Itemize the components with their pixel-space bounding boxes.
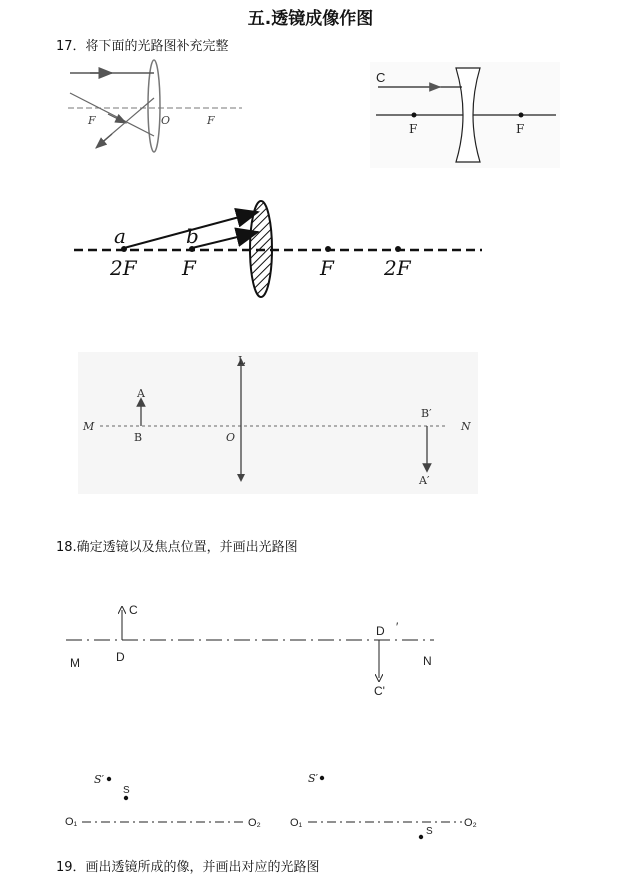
label-2f-right: 2F bbox=[384, 256, 411, 280]
label-b: b bbox=[186, 224, 199, 248]
question-19-text: 19．画出透镜所成的像，并画出对应的光路图 bbox=[56, 860, 320, 875]
label-a-prime: A′ bbox=[419, 474, 430, 487]
label-a: a bbox=[114, 224, 126, 248]
label-o1: O₁ bbox=[290, 817, 303, 829]
figure-object-image bbox=[78, 352, 478, 494]
label-f-left: F bbox=[88, 114, 96, 127]
label-d-prime: D bbox=[376, 624, 385, 638]
label-f-right: F bbox=[320, 256, 334, 280]
label-o1: O₁ bbox=[65, 816, 78, 828]
figure-point-image-left bbox=[62, 768, 272, 834]
label-o: O bbox=[161, 114, 171, 127]
ray-from-b bbox=[192, 232, 258, 248]
label-o: O bbox=[226, 431, 236, 444]
label-m: M bbox=[83, 420, 95, 433]
figure-convex-lens-rays bbox=[60, 58, 250, 160]
label-a: A bbox=[137, 387, 145, 400]
label-n: N bbox=[461, 420, 471, 433]
question-18-text: 18.确定透镜以及焦点位置，并画出光路图 bbox=[56, 540, 298, 555]
label-b-prime: B′ bbox=[421, 407, 432, 420]
focus-dot-left bbox=[412, 113, 417, 118]
figure-point-image-right bbox=[286, 768, 496, 840]
label-m: M bbox=[70, 656, 80, 670]
label-c-prime: C' bbox=[374, 684, 385, 698]
figure-find-lens bbox=[62, 598, 442, 700]
label-s-prime: S′ bbox=[94, 773, 105, 786]
label-f-right: F bbox=[516, 122, 525, 136]
hatched-lens bbox=[250, 201, 272, 297]
label-n: N bbox=[423, 654, 432, 668]
focus-dot-right bbox=[519, 113, 524, 118]
label-c: C bbox=[376, 70, 386, 85]
incident-ray-through-focus bbox=[70, 93, 154, 136]
label-s: S bbox=[123, 785, 130, 796]
label-l: L bbox=[238, 354, 246, 367]
label-o2: O₂ bbox=[248, 817, 261, 829]
label-f-left: F bbox=[182, 256, 196, 280]
label-o2: O₂ bbox=[464, 817, 477, 829]
label-s: S bbox=[426, 826, 433, 837]
page-title: 五.透镜成像作图 bbox=[247, 9, 374, 29]
question-17-text: 17．将下面的光路图补充完整 bbox=[56, 39, 229, 54]
label-c: C bbox=[129, 603, 138, 617]
label-prime-mark: ′ bbox=[396, 620, 399, 634]
label-b: B bbox=[134, 431, 143, 444]
figure-lens-2f bbox=[70, 192, 490, 304]
label-f-left: F bbox=[409, 122, 418, 136]
figure-concave-lens bbox=[370, 62, 560, 168]
label-s-prime: S′ bbox=[308, 772, 319, 785]
label-d: D bbox=[116, 650, 125, 664]
label-2f-left: 2F bbox=[110, 256, 137, 280]
label-f-right: F bbox=[207, 114, 215, 127]
convex-lens bbox=[148, 60, 160, 152]
